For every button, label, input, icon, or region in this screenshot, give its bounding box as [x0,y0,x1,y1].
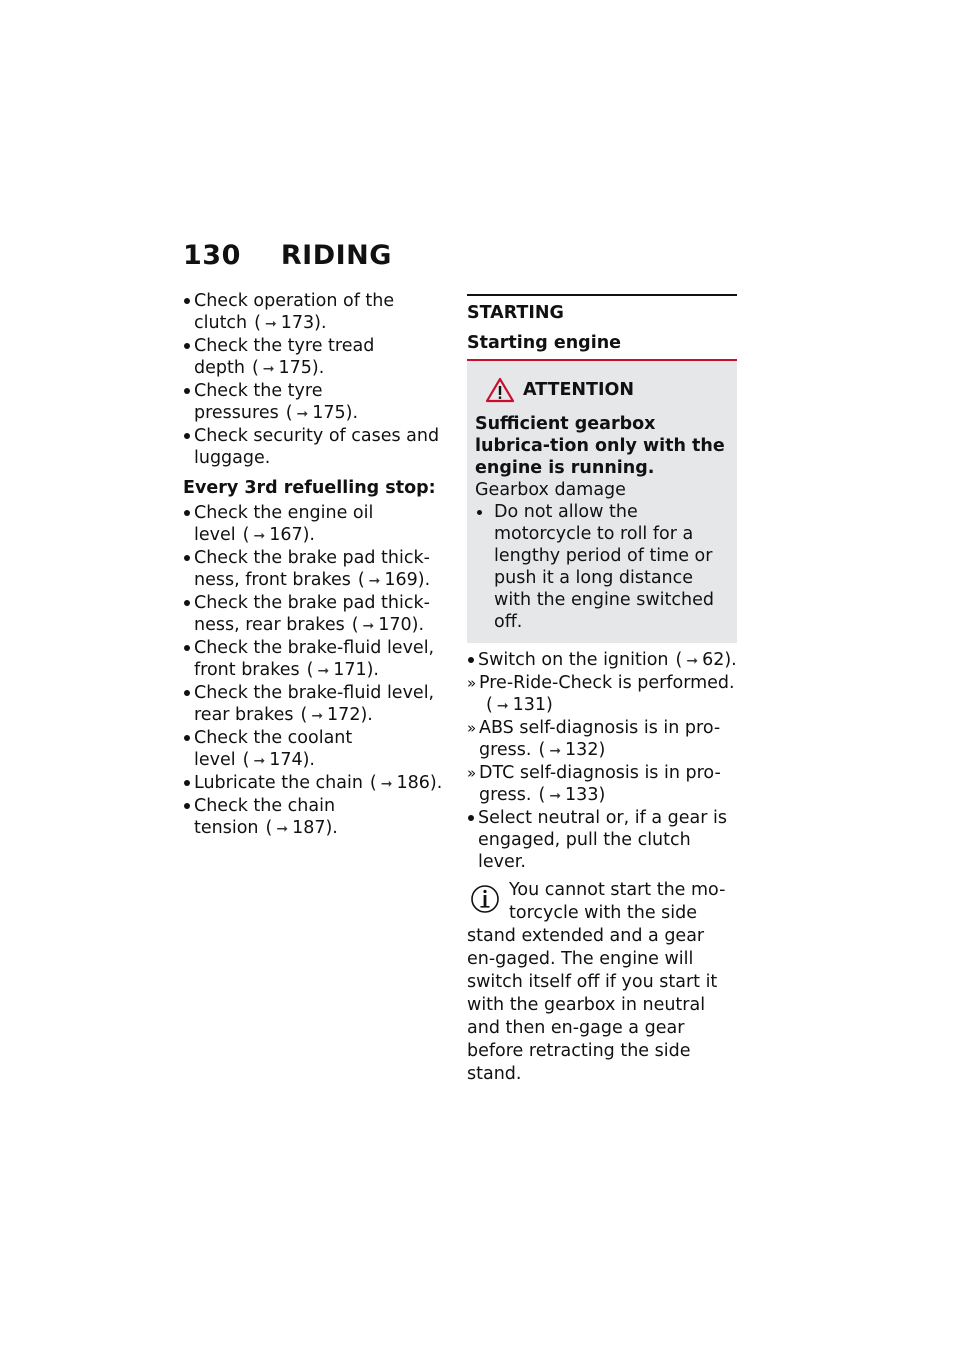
list-item [183,290,445,335]
reference-page: 169). [384,570,431,590]
reference-arrow-icon: ➞ [549,743,562,759]
list-item: Do not allow the motorcycle to roll for a lengthy period of time or push it a long distance with the engine switched off. [475,501,729,633]
page-reference: ( ➞ 174). [242,750,315,770]
reference-arrow-icon: ➞ [496,698,509,714]
item-text: ABS self-diagnosis is in pro-gress. [479,718,721,760]
reference-arrow-icon: ➞ [262,361,275,377]
result-item [467,762,737,807]
page-reference: ( ➞ 133) [538,785,606,805]
item-text: Check operation of the clutch [194,291,395,333]
reference-arrow-icon: ➞ [276,821,289,837]
reference-arrow-icon: ➞ [686,653,699,669]
reference-arrow-icon: ➞ [380,776,393,792]
reference-page: 132) [565,740,606,760]
section-title: STARTING [467,303,564,323]
page-reference: ( ➞ 186). [369,773,443,793]
item-text: Select neutral or, if a gear is engaged, pull the clutch lever. [478,808,727,872]
reference-page: 171). [333,660,379,680]
attention-list [475,501,729,633]
page-number: 130 [183,240,241,271]
reference-arrow-icon: ➞ [368,573,381,589]
reference-page: 133) [565,785,606,805]
reference-arrow-icon: ➞ [264,316,277,332]
list-item [467,649,737,672]
list-item [183,547,445,592]
item-text: Check the brake pad thick-ness, rear brakes [194,593,430,635]
section-header [467,294,737,361]
attention-consequence: Gearbox damage [475,480,626,500]
reference-arrow-icon: ➞ [253,528,266,544]
list-item [467,807,737,873]
result-item [467,672,737,717]
reference-page: 167). [269,525,315,545]
info-note-text: You cannot start the mo-torcycle with the side stand extended and a gear en-gaged. The engine will switch itself off if you start it with the gearbox in neutral and then en-gage a gear before retracting the side stand. [467,880,726,1084]
reference-page: 131) [512,695,553,715]
page-reference: ( ➞ 175). [285,403,359,423]
info-note [467,879,737,1086]
page-reference: ( ➞ 169). [357,570,431,590]
page-reference: ( ➞ 173). [254,313,327,333]
reference-arrow-icon: ➞ [317,663,330,679]
item-text: Lubricate the chain [194,773,363,793]
reference-arrow-icon: ➞ [362,618,375,634]
page-reference: ( ➞ 175). [251,358,325,378]
list-item [183,380,445,425]
list-item [183,772,445,795]
reference-page: 187). [292,818,338,838]
reference-page: 186). [396,773,443,793]
list-item [183,795,445,840]
page-title: RIDING [280,240,392,271]
attention-header [475,377,729,403]
item-text: Check the coolant level [194,728,353,770]
checklist-a [183,290,445,469]
warning-triangle-icon [485,377,515,403]
item-text: Pre-Ride-Check is performed. [479,673,735,693]
refuelling-subhead: Every 3rd refuelling stop: [183,478,436,498]
item-text: Check the brake pad thick-ness, front brakes [194,548,430,590]
page-reference: ( ➞ 170). [351,615,425,635]
reference-arrow-icon: ➞ [549,788,562,804]
starting-steps [467,649,737,873]
reference-page: 173). [280,313,327,333]
item-text: Check the chain tension [194,796,336,838]
list-item [183,502,445,547]
reference-page: 174). [269,750,315,770]
page-reference: ( ➞ 172). [300,705,373,725]
page-reference: ( ➞ 132) [538,740,606,760]
page-reference: ( ➞ 171). [306,660,379,680]
item-text: Switch on the ignition [478,650,669,670]
page-reference: ( ➞ 131) [486,695,553,715]
item-text: Check the brake-fluid level, rear brakes [194,683,435,725]
item-text: DTC self-diagnosis is in pro-gress. [479,763,721,805]
item-text: Check the brake-fluid level, front brakes [194,638,435,680]
item-text: Check the tyre tread depth [194,336,375,378]
reference-page: 175). [312,403,359,423]
item-text: Check the engine oil level [194,503,374,545]
page-header [183,240,392,271]
reference-page: 175). [278,358,325,378]
item-text: Check security of cases and luggage. [194,426,440,468]
list-item [183,425,445,469]
reference-arrow-icon: ➞ [253,753,266,769]
section-subtitle: Starting engine [467,332,737,361]
attention-box [467,361,737,643]
page-reference: ( ➞ 187). [265,818,338,838]
reference-page: 62). [702,650,737,670]
attention-title: Sufficient gearbox lubrica-tion only with the engine is running. [475,414,725,478]
info-icon [467,879,501,919]
result-item [467,717,737,762]
list-item [183,637,445,682]
page-reference: ( ➞ 62). [675,650,737,670]
list-item [183,727,445,772]
reference-arrow-icon: ➞ [296,406,309,422]
attention-label: ATTENTION [523,380,635,400]
page-reference: ( ➞ 167). [242,525,315,545]
list-item [183,335,445,380]
reference-page: 172). [327,705,373,725]
item-text: Check the tyre pressures [194,381,323,423]
right-column [467,294,737,1086]
checklist-b [183,502,445,840]
list-item [183,592,445,637]
list-item [183,682,445,727]
left-column [183,290,445,840]
reference-arrow-icon: ➞ [311,708,324,724]
reference-page: 170). [378,615,425,635]
